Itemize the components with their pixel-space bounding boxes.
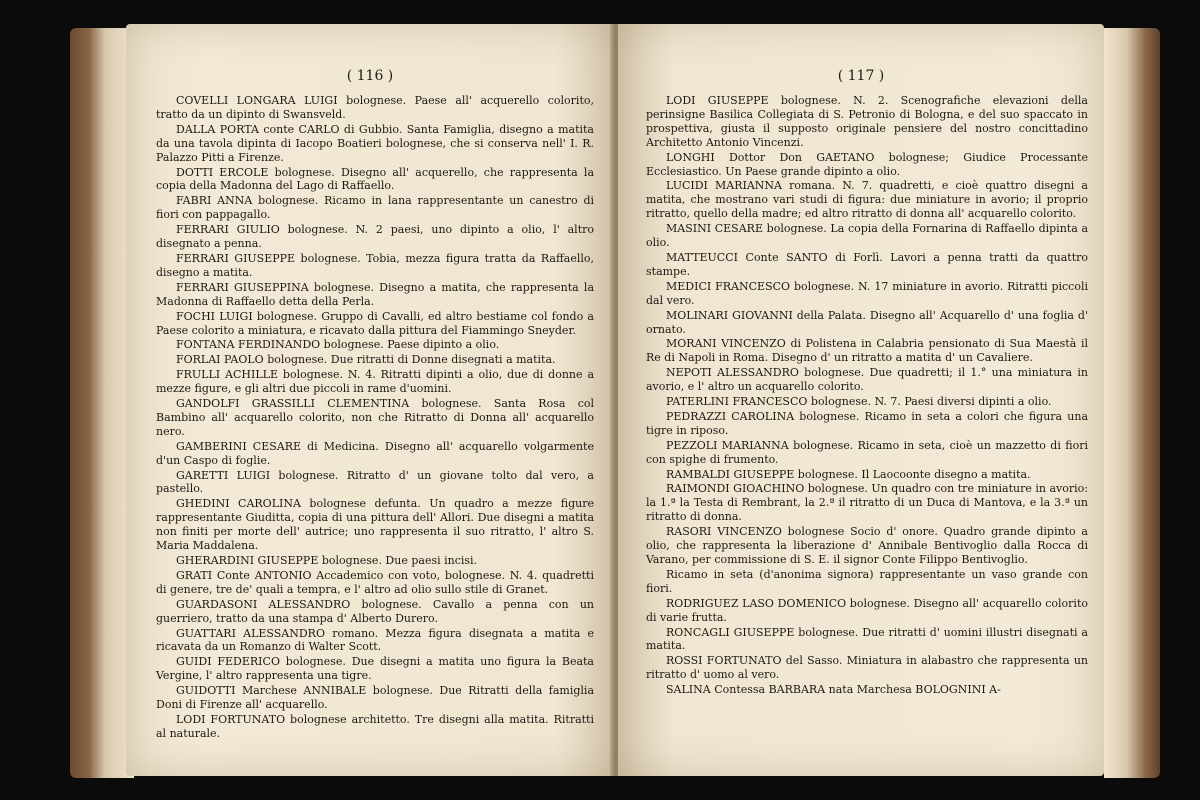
entry: NEPOTI ALESSANDRO bolognese. Due quadretti; il 1.° una miniatura in avorio, e l' altro un acquarello colorito. <box>646 366 1088 394</box>
entry: LODI FORTUNATO bolognese architetto. Tre disegni alla matita. Ritratti al naturale. <box>156 712 594 740</box>
entry: GUARDASONI ALESSANDRO bolognese. Cavallo a penna con un guerriero, tratto da una stampa d' Alberto Durero. <box>156 597 594 625</box>
book-edge-right <box>1104 28 1160 778</box>
entry: GUATTARI ALESSANDRO romano. Mezza figura disegnata a matita e ricavata da un Romanzo di Walter Scott. <box>156 626 594 654</box>
entry: MORANI VINCENZO di Polistena in Calabria pensionato di Sua Maestà il Re di Napoli in Roma. Disegno d' un ritratto a matita d' un Cavaliere. <box>646 337 1088 365</box>
entry: LODI GIUSEPPE bolognese. N. 2. Scenografiche elevazioni della perinsigne Basilica Collegiata di S. Petronio di Bologna, e del suo spaccato in prospettiva, giusta il supposto originale pensiere del nostro concittadino Architetto Antonio Vincenzi. <box>646 94 1088 149</box>
entry: MATTEUCCI Conte SANTO di Forlì. Lavori a penna tratti da quattro stampe. <box>646 250 1088 278</box>
right-page <box>618 24 1104 776</box>
entry: FORLAI PAOLO bolognese. Due ritratti di Donne disegnati a matita. <box>176 353 556 367</box>
entry: GHEDINI CAROLINA bolognese defunta. Un quadro a mezze figure rappresentante Giuditta, copia di una pittura dell' Allori. Due disegni a matita non finiti per morte dell' autrice; uno rappresenta il suo ritratto, l' altro S. Maria Maddalena. <box>156 497 594 553</box>
entry: Ricamo in seta (d'anonima signora) rappresentante un vaso grande con fiori. <box>646 567 1088 595</box>
entry: FERRARI GIUSEPPE bolognese. Tobia, mezza figura tratta da Raffaello, disegno a matita. <box>156 251 594 279</box>
page-number: ( 117 ) <box>837 68 885 84</box>
page-number: ( 116 ) <box>346 68 394 84</box>
entry: FERRARI GIUSEPPINA bolognese. Disegno a matita, che rappresenta la Madonna di Raffaello detta della Perla. <box>156 280 594 308</box>
entry: FABRI ANNA bolognese. Ricamo in lana rappresentante un canestro di fiori con pappagallo. <box>156 194 594 222</box>
entry: FOCHI LUIGI bolognese. Gruppo di Cavalli, ed altro bestiame col fondo a Paese colorito a miniatura, e ricavato dalla pittura del Fiammingo Sneyder. <box>156 309 594 337</box>
entry: FERRARI GIULIO bolognese. N. 2 paesi, uno dipinto a olio, l' altro disegnato a penna. <box>156 223 594 251</box>
entry: PATERLINI FRANCESCO bolognese. N. 7. Paesi diversi dipinti a olio. <box>666 395 1052 409</box>
entry: RAIMONDI GIOACHINO bolognese. Un quadro con tre miniature in avorio: la 1.ª la Testa di Rembrant, la 2.ª il ritratto di un Duca di Mantova, e la 3.ª un ritratto di donna. <box>646 482 1088 524</box>
entry: RASORI VINCENZO bolognese Socio d' onore. Quadro grande dipinto a olio, che rappresenta la liberazione d' Annibale Bentivoglio dalla Rocca di Varano, per commissione di S. E. il signor Conte Filippo Bentivoglio. <box>646 525 1088 566</box>
entry: SALINA Contessa BARBARA nata Marchesa BOLOGNINI A- <box>666 683 1001 697</box>
entry: RONCAGLI GIUSEPPE bolognese. Due ritratti d' uomini illustri disegnati a matita. <box>646 625 1088 653</box>
entry: COVELLI LONGARA LUIGI bolognese. Paese all' acquerello colorito, tratto da un dipinto di Swansveld. <box>156 94 594 121</box>
entry: RODRIGUEZ LASO DOMENICO bolognese. Disegno all' acquarello colorito di varie frutta. <box>646 596 1088 624</box>
left-page <box>126 24 614 776</box>
entry: LONGHI Dottor Don GAETANO bolognese; Giudice Processante Ecclesiastico. Un Paese grande dipinto a olio. <box>646 150 1088 178</box>
entry: MASINI CESARE bolognese. La copia della Fornarina di Raffaello dipinta a olio. <box>646 222 1088 250</box>
open-book <box>70 20 1160 785</box>
entry: DALLA PORTA conte CARLO di Gubbio. Santa Famiglia, disegno a matita da una tavola dipinta di Iacopo Boatieri bolognese, che si conserva nell' I. R. Palazzo Pitti a Firenze. <box>156 122 594 164</box>
entry: FONTANA FERDINANDO bolognese. Paese dipinto a olio. <box>176 338 500 352</box>
entry: GHERARDINI GIUSEPPE bolognese. Due paesi incisi. <box>176 554 478 567</box>
entry: PEDRAZZI CAROLINA bolognese. Ricamo in seta a colori che figura una tigre in riposo. <box>646 409 1088 437</box>
entry: FRULLI ACHILLE bolognese. N. 4. Ritratti dipinti a olio, due di donne a mezze figure, e gli altri due piccoli in rame d'uomini. <box>156 368 594 396</box>
page-text <box>126 94 614 741</box>
entry: MEDICI FRANCESCO bolognese. N. 17 miniature in avorio. Ritratti piccoli dal vero. <box>646 279 1088 307</box>
entry: RAMBALDI GIUSEPPE bolognese. Il Laocoonte disegno a matita. <box>666 467 1031 481</box>
entry: GAMBERINI CESARE di Medicina. Disegno all' acquarello volgarmente d'un Caspo di foglie. <box>156 439 594 467</box>
entry: GRATI Conte ANTONIO Accademico con voto, bolognese. N. 4. quadretti di genere, tre de' quali a tempra, e l' altro ad olio sullo stile di Granet. <box>156 568 594 596</box>
book-edge-left <box>70 28 134 778</box>
entry: LUCIDI MARIANNA romana. N. 7. quadretti, e cioè quattro disegni a matita, che mostrano vari studi di figura: due miniature in avorio; il proprio ritratto, quello della madre; ed altro ritratto di donna all' acquarello colorito. <box>646 179 1088 221</box>
entry: GARETTI LUIGI bolognese. Ritratto d' un giovane tolto dal vero, a pastello. <box>156 468 594 496</box>
entry: GANDOLFI GRASSILLI CLEMENTINA bolognese. Santa Rosa col Bambino all' acquarello colorito, non che Ritratto di Donna all' acquarello nero. <box>156 397 594 438</box>
entry: PEZZOLI MARIANNA bolognese. Ricamo in seta, cioè un mazzetto di fiori con spighe di frumento. <box>646 438 1088 466</box>
entry: GUIDOTTI Marchese ANNIBALE bolognese. Due Ritratti della famiglia Doni di Firenze all' acquarello. <box>156 684 594 712</box>
entry: DOTTI ERCOLE bolognese. Disegno all' acquerello, che rappresenta la copia della Madonna del Lago di Raffaello. <box>156 165 594 193</box>
page-text <box>618 94 1104 697</box>
entry: GUIDI FEDERICO bolognese. Due disegni a matita uno figura la Beata Vergine, l' altro rappresenta una tigre. <box>156 655 594 683</box>
entry: MOLINARI GIOVANNI della Palata. Disegno all' Acquarello d' una foglia d' ornato. <box>646 308 1088 336</box>
entry: ROSSI FORTUNATO del Sasso. Miniatura in alabastro che rappresenta un ritratto d' uomo al vero. <box>646 654 1088 682</box>
